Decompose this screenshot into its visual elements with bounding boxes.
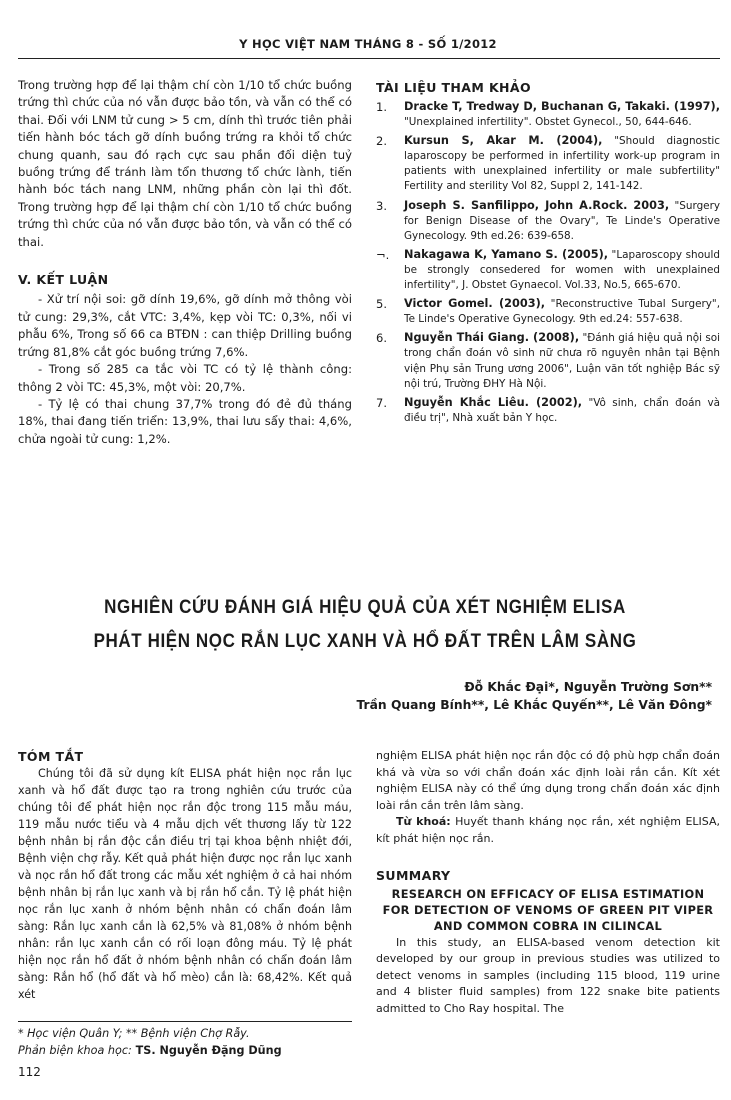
reviewer [18,1042,352,1059]
references-section [376,80,720,429]
abstract-left-column [18,748,352,1003]
reference-item [376,198,720,244]
reference-authors: Nguyễn Thái Giang. (2008), [404,331,580,345]
abstract-paragraph-cont: nghiệm ELISA phát hiện nọc rắn độc có độ phù hợp chẩn đoán khá và vừa so với chẩn đoán xác định loài rắn cắn. Kít xét nghiệm ELISA này có thể ứng dụng trong chẩn đoán xác định loài rắn cắn trên lâm sàng. [376,749,720,812]
reviewer-name: TS. Nguyễn Đặng Dũng [131,1044,282,1057]
reference-number: 7. [376,395,387,410]
reviewer-label: Phản biện khoa học: [18,1044,132,1057]
keywords [376,814,720,847]
reference-item [376,247,720,293]
reference-list [376,99,720,426]
references-heading: TÀI LIỆU THAM KHẢO [376,80,531,95]
keywords-text: Huyết thanh kháng nọc rắn, xét nghiệm ELISA, kít phát hiện nọc rắn. [376,815,720,845]
reference-number: 3. [376,198,387,213]
footnote-rule [18,1021,352,1022]
reference-text [404,198,720,244]
article-title-line-2: PHÁT HIỆN NỌC RẮN LỤC XANH VÀ HỔ ĐẤT TRÊN LÂM SÀNG [93,629,637,652]
reference-body: "Đánh giá hiệu quả nội soi trong chẩn đoán vô sinh nữ chưa rõ nguyên nhân tại Bệnh viện Phụ sản Trung ương 2006", Luận văn tốt nghiệp Bác sỹ nội trú, Trường ĐHY Hà Nội. [404,332,720,390]
reference-authors: Nakagawa K, Yamano S. (2005), [404,247,609,261]
header-rule [18,58,720,59]
reference-authors: Kursun S, Akar M. (2004), [404,134,603,148]
reference-text [404,330,720,391]
summary-paragraph: In this study, an ELISA-based venom detection kit developed by our group in previous studies was utilized to detect venoms in samples (including 115 blood, 119 urine and 4 blister fluid samples) from 122 snake bite patients admitted to Cho Ray hospital. The [376,935,720,1015]
authors-line-2: Trần Quang Bính**, Lê Khắc Quyến**, Lê Văn Đông* [356,698,712,712]
abstract-heading: TÓM TẮT [18,749,84,764]
reference-item [376,330,720,391]
conclusion-item: - Xử trí nội soi: gỡ dính 19,6%, gỡ dính mở thông vòi tử cung: 29,3%, cắt VTC: 3,4%, kẹp vòi TC: 0,3%, nối vi phẫu 6%, Trong số 66 ca BTĐN : can thiệp Drilling buồng trứng 81,8% cắt góc buồng trứng 7,6%. [18,292,352,359]
reference-number: 5. [376,297,387,312]
reference-body: "Unexplained infertility". Obstet Gynecol., 50, 644-646. [404,116,692,129]
abstract-right-column [376,748,720,1018]
conclusion-item: - Tỷ lệ có thai chung 37,7% trong đó đẻ đủ tháng 18%, thai đang tiến triển: 13,9%, thai lưu sẩy thai: 4,6%, chửa ngoài tử cung: 1,2%. [18,396,352,446]
reference-authors: Victor Gomel. (2003), [404,297,546,311]
keywords-label: Từ khoá: [396,815,451,829]
reference-item [376,296,720,327]
conclusion-item: - Trong số 285 ca tắc vòi TC có tỷ lệ thành công: thông 2 vòi TC: 45,3%, một vòi: 20,7%. [18,362,352,394]
reference-text [404,133,720,194]
affiliations: * Học viện Quân Y; ** Bệnh viện Chợ Rẫy. [18,1027,250,1040]
reference-text [404,247,720,293]
reference-number: 2. [376,134,387,149]
reference-item [376,99,720,130]
article-title-line-1: NGHIÊN CỨU ĐÁNH GIÁ HIỆU QUẢ CỦA XÉT NGHIỆM ELISA [104,595,626,618]
reference-authors: Nguyễn Khắc Liêu. (2002), [404,395,583,409]
reference-item [376,133,720,194]
reference-text [404,296,720,327]
reference-authors: Dracke T, Tredway D, Buchanan G, Takaki. (1997), [404,100,720,113]
reference-text [404,99,720,130]
reference-body: "Surgery for Benign Disease of the Ovary", Te Linde's Operative Gynecology. 9th ed.26: 639-658. [404,199,720,242]
prev-article-left-column [18,77,352,448]
journal-header: Y HỌC VIỆT NAM THÁNG 8 - SỐ 1/2012 [239,37,497,51]
reference-body: "Vô sinh, chẩn đoán và điều trị", Nhà xuất bản Y học. [404,396,720,424]
reference-number: 1. [376,100,387,114]
prev-intro-paragraph: Trong trường hợp để lại thậm chí còn 1/10 tổ chức buồng trứng thì chức của nó vẫn được bảo tồn, và vẫn có thể có thai. Đối với LNM tử cung > 5 cm, dính thì trước tiên phải tiến hành bóc tách gỡ dính buồng trứng ra khỏi tổ chức chung quanh, sau đó rạch cực sau phần đối diện tuỷ buồng trứng để tránh làm tổn thương tổ chức lành, tiến hành bóc tách nang LNM, những phần còn lại thì đốt. Trong trường hợp để lại thậm chí còn 1/10 tổ chức buồng trứng thì chức của nó vẫn được bảo tồn, và vẫn có thể có thai. [18,78,352,249]
summary-heading: SUMMARY [376,867,451,883]
page-number: 112 [18,1065,41,1079]
reference-body: "Laparoscopy should be strongly consedered for women with unexplained infertility", J. Obstet Gynaecol. Vol.33, No.5, 665-670. [404,248,720,292]
authors-line-1: Đỗ Khắc Đại*, Nguyễn Trường Sơn** [464,680,712,694]
reference-item [376,395,720,426]
reference-number: ¬. [376,247,390,262]
reference-body: "Reconstructive Tubal Surgery", Te Linde's Operative Gynecology. 9th ed.24: 557-638. [404,298,721,326]
summary-title: RESEARCH ON EFFICACY OF ELISA ESTIMATION FOR DETECTION OF VENOMS OF GREEN PIT VIPER AND COMMON COBRA IN CILINCAL [382,887,714,933]
reference-text [404,395,720,426]
conclusion-heading: V. KẾT LUẬN [18,272,109,288]
reference-body: "Should diagnostic laparoscopy be performed in infertility work-up program in patients with unexplained infertility or male subfertility" Fertility and sterility Vol 82, Suppl 2, 141-142. [404,135,721,193]
footnotes [18,1025,352,1059]
reference-number: 6. [376,331,387,346]
reference-authors: Joseph S. Sanfilippo, John A.Rock. 2003, [404,198,670,212]
abstract-paragraph: Chúng tôi đã sử dụng kít ELISA phát hiện nọc rắn lục xanh và hổ đất được tạo ra trong nghiên cứu trước của chúng tôi để phát hiện nọc rắn độc trong 115 mẫu máu, 119 mẫu nước tiểu và 4 mẫu dịch vết thương lấy từ 122 bệnh nhân bị rắn độc cắn điều trị tại khoa bệnh nhiệt đới, Bệnh viện chợ rẫy. Kết quả phát hiện được nọc rắn lục xanh và nọc rắn hổ đất trong các mẫu xét nghiệm ở cả hai nhóm bệnh nhân bị rắn lục xanh và bị rắn hổ cắn. Tỷ lệ phát hiện nọc rắn lục xanh ở nhóm bệnh nhân có chẩn đoán lâm sàng: Rắn lục xanh cắn là 62,5% và 81,08% ở nhóm bệnh nhân: rắn lục xanh cắn có rối loạn đông máu. Tỷ lệ phát hiện nọc rắn hổ đất ở nhóm bệnh nhân có chẩn đoán lâm sàng: Rắn hổ (hổ đất và hổ mèo) cắn là: 68,42%. Kết quả xét [18,767,352,1001]
